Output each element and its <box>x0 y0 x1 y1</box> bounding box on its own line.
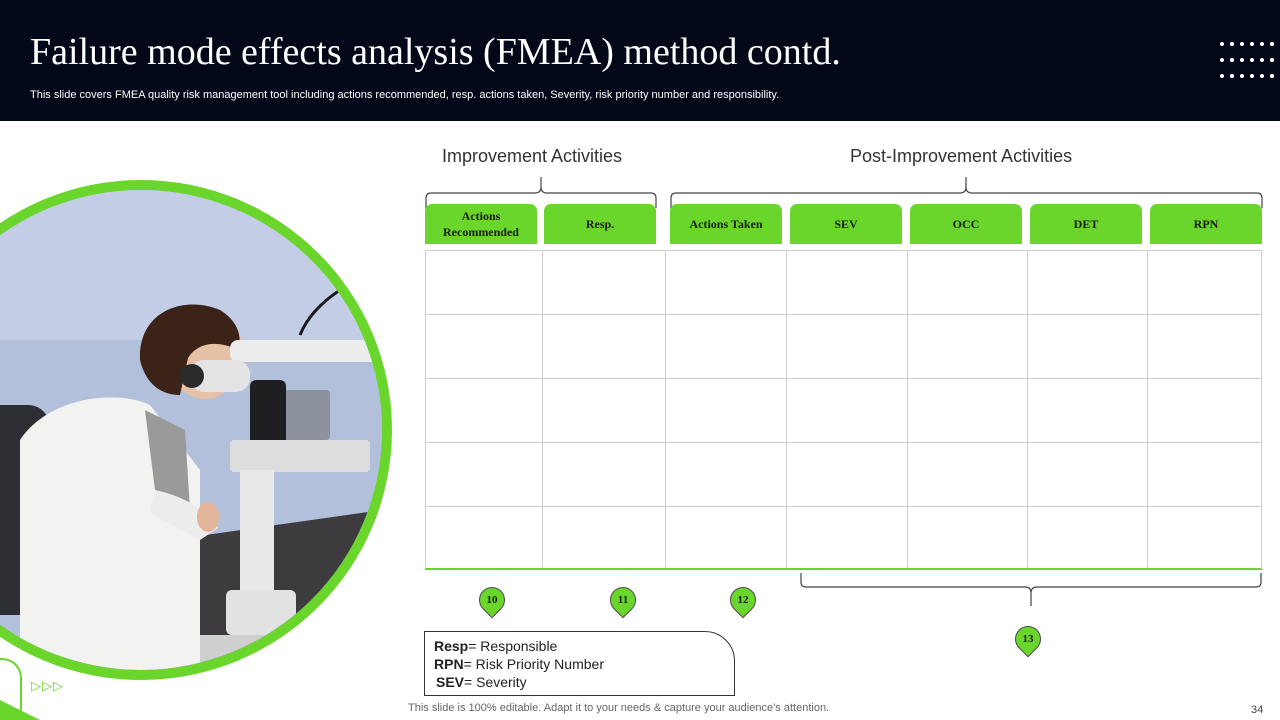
legend-abbr: Resp <box>434 638 469 654</box>
abbreviation-legend <box>424 631 735 696</box>
step-marker-13-label: 13 <box>1022 633 1034 645</box>
fmea-table <box>425 250 1262 570</box>
legend-item <box>434 637 734 655</box>
corner-triangle-decoration <box>0 700 40 720</box>
footer-note: This slide is 100% editable. Adapt it to your needs & capture your audience’s attention. <box>408 702 830 714</box>
bottom-brace <box>800 572 1263 608</box>
step-marker-12 <box>725 582 762 619</box>
legend-abbr: SEV <box>436 674 465 690</box>
column-header-det: DET <box>1030 204 1142 244</box>
legend-text: = Responsible <box>468 638 558 654</box>
slide-subtitle: This slide covers FMEA quality risk management tool including actions recommended, resp. actions taken, Severity, risk priority number and responsibility. <box>30 89 780 101</box>
post-improvement-activities-label: Post-Improvement Activities <box>850 146 1073 166</box>
step-marker-10 <box>474 582 511 619</box>
legend-text: = Risk Priority Number <box>463 656 604 672</box>
column-header-actions-recommended: Actions Recommended <box>425 204 537 244</box>
legend-item <box>434 673 734 691</box>
triple-arrow-icon: ▷▷▷ <box>31 678 64 693</box>
column-header-resp: Resp. <box>544 204 656 244</box>
column-header-sev: SEV <box>790 204 902 244</box>
slide-title: Failure mode effects analysis (FMEA) method contd. <box>30 31 841 73</box>
page-number: 34 <box>1251 704 1264 716</box>
step-marker-10-label: 10 <box>486 594 498 606</box>
step-marker-13 <box>1010 621 1047 658</box>
improvement-activities-label: Improvement Activities <box>442 146 623 166</box>
legend-text: = Severity <box>464 674 527 690</box>
column-header-occ: OCC <box>910 204 1022 244</box>
step-marker-11-label: 11 <box>617 594 629 606</box>
header-bar <box>0 0 1280 121</box>
step-marker-12-label: 12 <box>737 594 749 606</box>
column-header-actions-taken: Actions Taken <box>670 204 782 244</box>
legend-abbr: RPN <box>434 656 464 672</box>
column-header-rpn: RPN <box>1150 204 1262 244</box>
legend-item <box>434 655 734 673</box>
dots-decoration-icon <box>1218 40 1280 82</box>
step-marker-11 <box>605 582 642 619</box>
